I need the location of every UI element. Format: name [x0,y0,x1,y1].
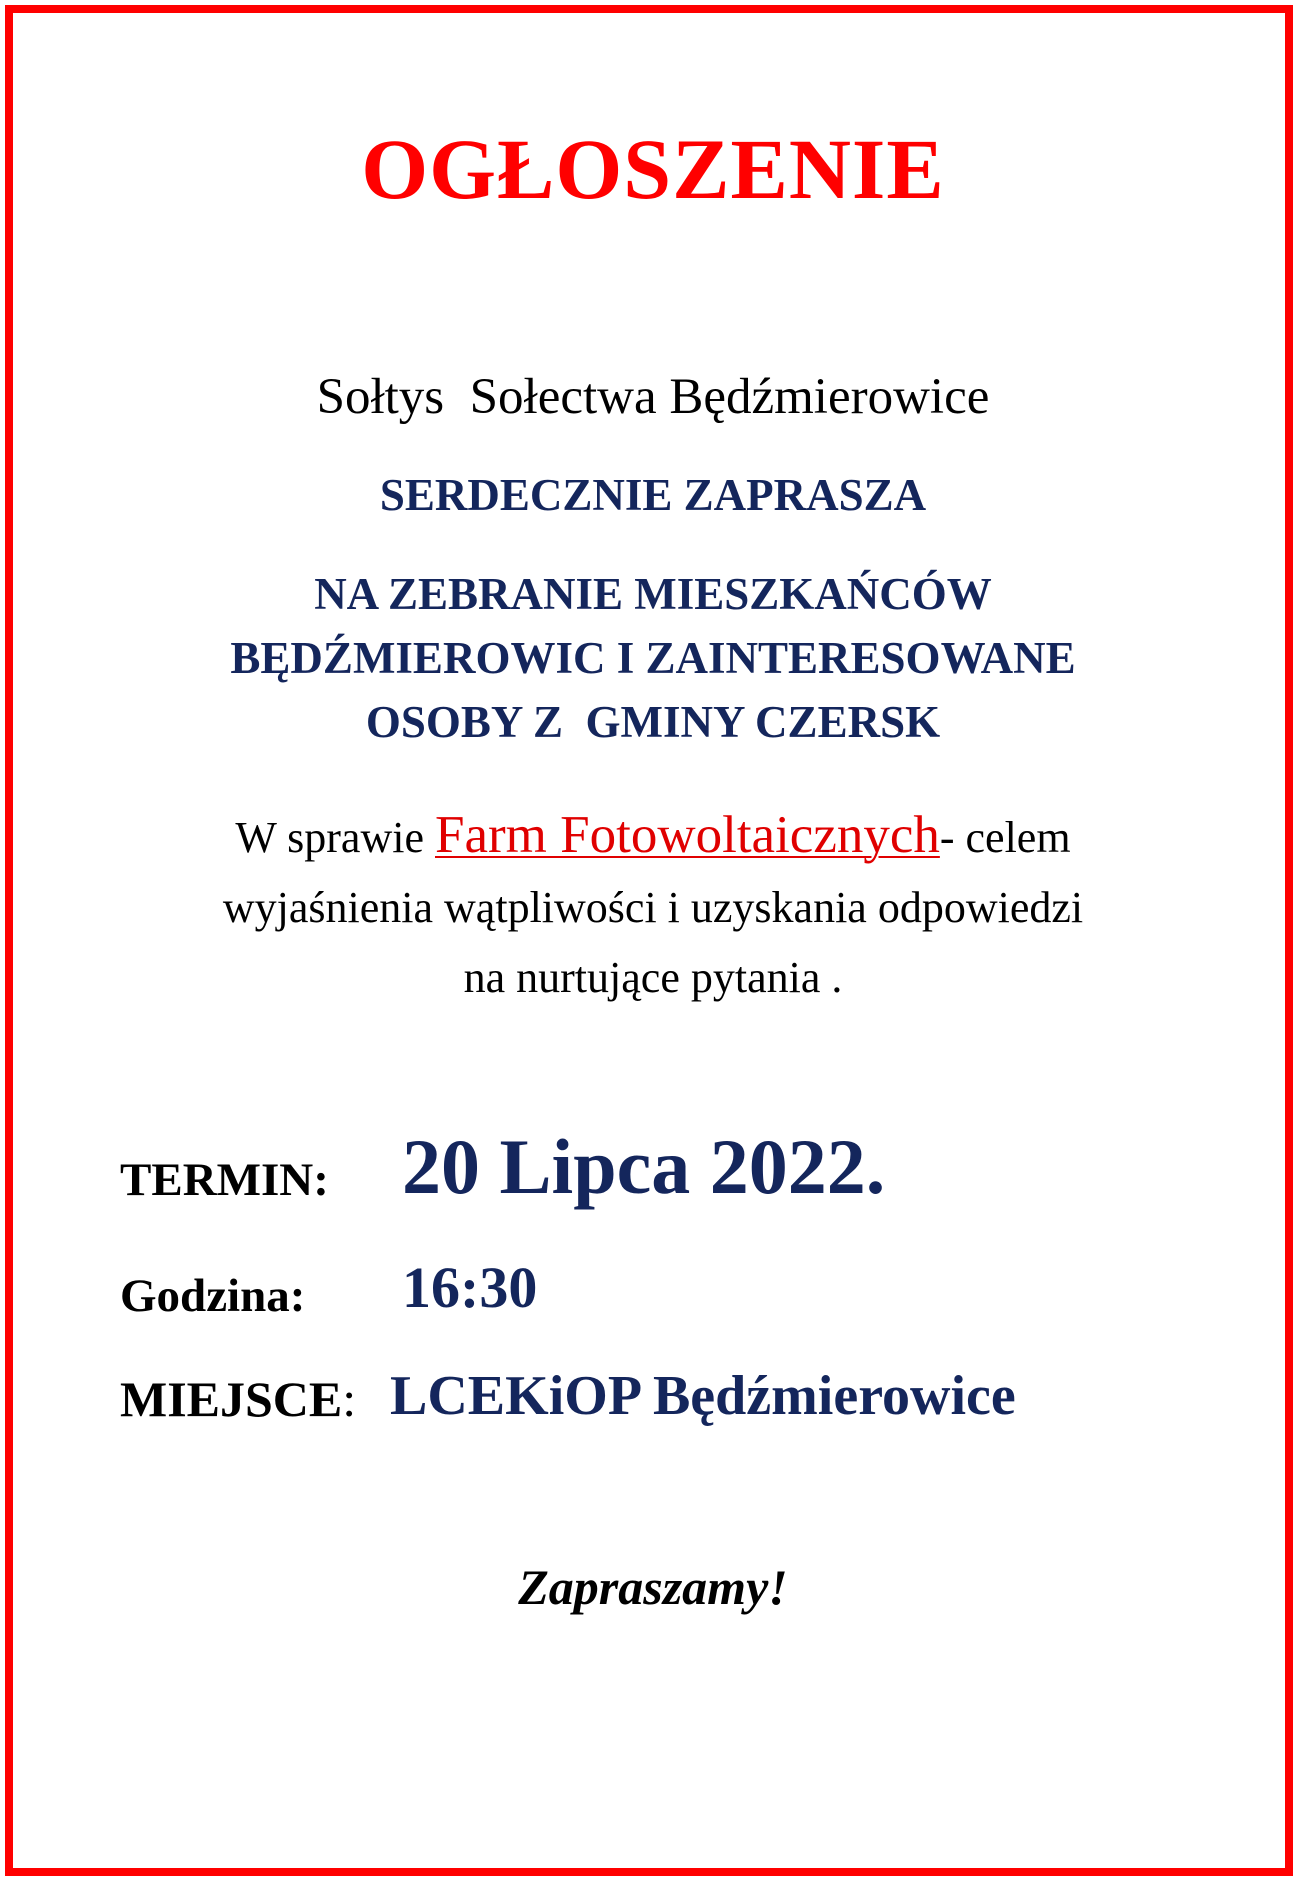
miejsce-label [120,1371,357,1427]
closing-text: Zapraszamy! [518,1559,788,1615]
godzina-value: 16:30 [402,1255,538,1320]
invitation-line: SERDECZNIE ZAPRASZA [379,470,927,520]
godzina-label: Godzina: [120,1270,306,1322]
meeting-line-1: NA ZEBRANIE MIESZKAŃCÓW [314,569,992,619]
purpose-suffix: - celem [939,813,1071,862]
miejsce-colon: : [342,1371,357,1427]
termin-value: 20 Lipca 2022. [402,1123,886,1210]
meeting-line-2: BĘDŹMIEROWIC I ZAINTERESOWANE [230,633,1076,683]
purpose-line-3: na nurtujące pytania . [463,953,843,1002]
miejsce-label-text: MIEJSCE [120,1371,343,1427]
meeting-description [0,562,1306,754]
purpose-line-2: wyjaśnienia wątpliwości i uzyskania odpowiedzi [222,883,1084,932]
purpose-prefix: W sprawie [235,813,435,862]
miejsce-value: LCEKiOP Będźmierowice [390,1365,1016,1427]
purpose-line-1 [0,800,1306,873]
organizer-line: Sołtys Sołectwa Będźmierowice [316,369,990,425]
termin-label: TERMIN: [120,1154,329,1206]
meeting-line-3: OSOBY Z GMINY CZERSK [365,697,941,747]
purpose-paragraph [0,800,1306,1013]
purpose-highlight: Farm Fotowoltaicznych [435,806,940,864]
announcement-title: OGŁOSZENIE [361,121,945,217]
